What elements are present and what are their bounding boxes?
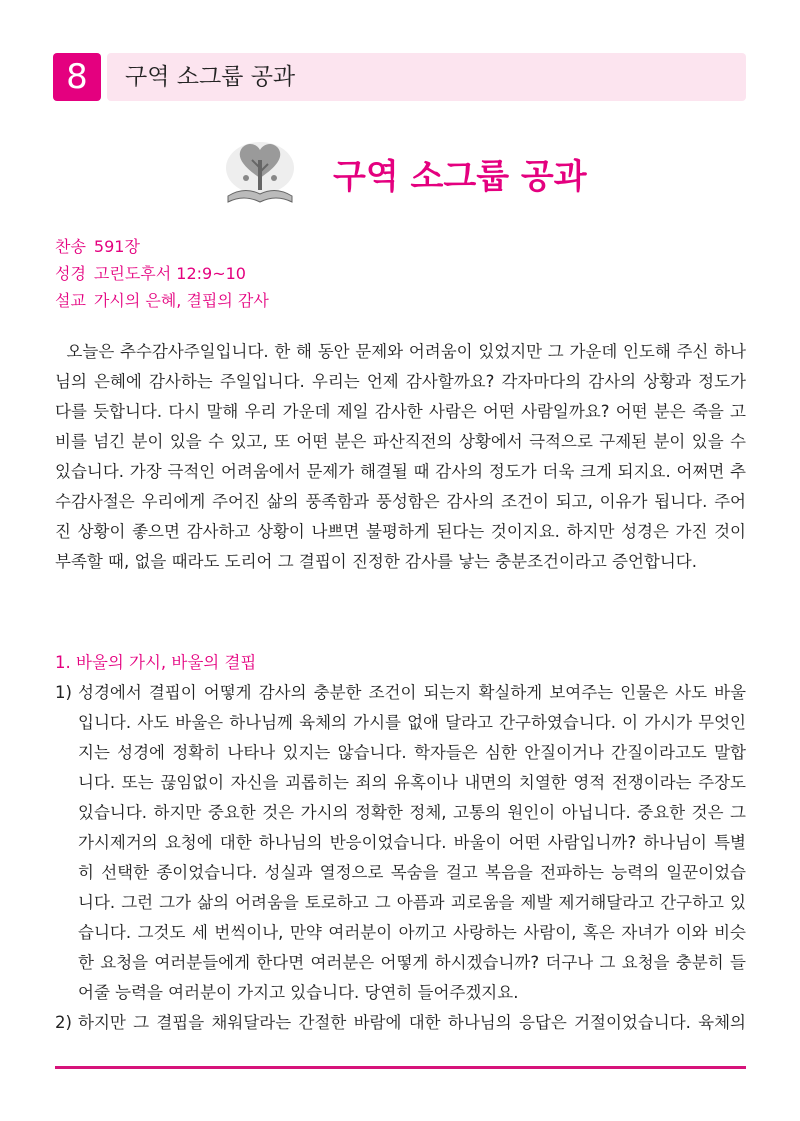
item-text: 하지만 그 결핍을 채워달라는 간절한 바람에 대한 하나님의 응답은 거절이었습니다. 육체의 [78,1013,746,1032]
item-number: 2) [55,1013,72,1032]
meta-value: 고린도후서 12:9~10 [93,264,246,283]
item-number: 1) [55,683,72,702]
sermon-meta [55,233,269,314]
item-line: 지는 성경에 정확히 나타나 있지는 않습니다. 학자들은 심한 안질이거나 간질이라고도 말합 [78,743,746,762]
heart-tree-book-icon [222,138,298,206]
item-line: 니다. 그런 그가 삶의 어려움을 토로하고 그 아픔과 괴로움을 제발 제거해달라고 간구하고 있 [78,893,746,912]
paragraph-line: 비를 넘긴 분이 있을 수 있고, 또 어떤 분은 파산직전의 상황에서 극적으로 구제된 분이 있을 수 [55,432,746,451]
chapter-title: 구역 소그룹 공과 [125,64,296,90]
item-line: 니다. 또는 끊임없이 자신을 괴롭히는 죄의 유혹이나 내면의 치열한 영적 전쟁이라는 주장도 [78,773,746,792]
item-line [55,1008,746,1038]
intro-paragraph [55,337,746,577]
meta-sermon [55,287,269,314]
section-items [55,678,746,1038]
meta-label: 찬송 [55,237,86,256]
meta-value: 591장 [93,237,140,256]
item-line: 입니다. 사도 바울은 하나님께 육체의 가시를 없애 달라고 간구하였습니다. 이 가시가 무엇인 [78,713,746,732]
item-line: 있습니다. 하지만 중요한 것은 가시의 정확한 정체, 고통의 원인이 아닙니다. 중요한 것은 그 [78,803,746,822]
item-line: 가시제거의 요청에 대한 하나님의 반응이었습니다. 바울이 어떤 사람입니까? 하나님이 특별 [78,833,746,852]
paragraph-line: 진 상황이 좋으면 감사하고 상황이 나쁘면 불평하게 된다는 것이지요. 하지만 성경은 가진 것이 [55,522,746,541]
paragraph-line: 다를 듯합니다. 다시 말해 우리 가운데 제일 감사한 사람은 어떤 사람일까요? 어떤 분은 죽을 고 [55,402,746,421]
item-text: 성경에서 결핍이 어떻게 감사의 충분한 조건이 되는지 확실하게 보여주는 인물은 사도 바울 [78,683,746,702]
meta-label: 성경 [55,264,86,283]
list-item [55,1008,746,1038]
paragraph-line: 수감사절은 우리에게 주어진 삶의 풍족함과 풍성함은 감사의 조건이 되고, 이유가 됩니다. 주어 [55,492,746,511]
paragraph-line: 님의 은혜에 감사하는 주일입니다. 우리는 언제 감사할까요? 각자마다의 감사의 상황과 정도가 [55,372,746,391]
chapter-header [107,53,746,101]
item-line [55,678,746,708]
item-line: 한 요청을 여러분들에게 한다면 여러분은 어떻게 하시겠습니까? 더구나 그 요청을 충분히 들 [78,953,746,972]
paragraph-line: 부족할 때, 없을 때라도 도리어 그 결핍이 진정한 감사를 낳는 충분조건이라고 증언합니다. [55,552,697,571]
page-title: 구역 소그룹 공과 [333,157,587,197]
meta-label: 설교 [55,291,86,310]
meta-scripture [55,260,269,287]
list-item [55,678,746,1008]
meta-value: 가시의 은혜, 결핍의 감사 [93,291,269,310]
paragraph-line: 있습니다. 가장 극적인 어려움에서 문제가 해결될 때 감사의 정도가 더욱 크게 되지요. 어쩌면 추 [55,462,746,481]
footer-rule [55,1066,746,1069]
meta-hymn [55,233,269,260]
chapter-number: 8 [53,53,101,101]
section-heading: 1. 바울의 가시, 바울의 결핍 [55,653,257,672]
paragraph-line: 오늘은 추수감사주일입니다. 한 해 동안 문제와 어려움이 있었지만 그 가운데 인도해 주신 하나 [55,342,746,361]
item-line: 히 선택한 종이었습니다. 성실과 열정으로 목숨을 걸고 복음을 전파하는 능력의 일꾼이었습 [78,863,746,882]
item-line: 습니다. 그것도 세 번씩이나, 만약 여러분이 아끼고 사랑하는 사람이, 혹은 자녀가 이와 비슷 [78,923,746,942]
item-line: 어줄 능력을 여러분이 가지고 있습니다. 당연히 들어주겠지요. [78,983,519,1002]
